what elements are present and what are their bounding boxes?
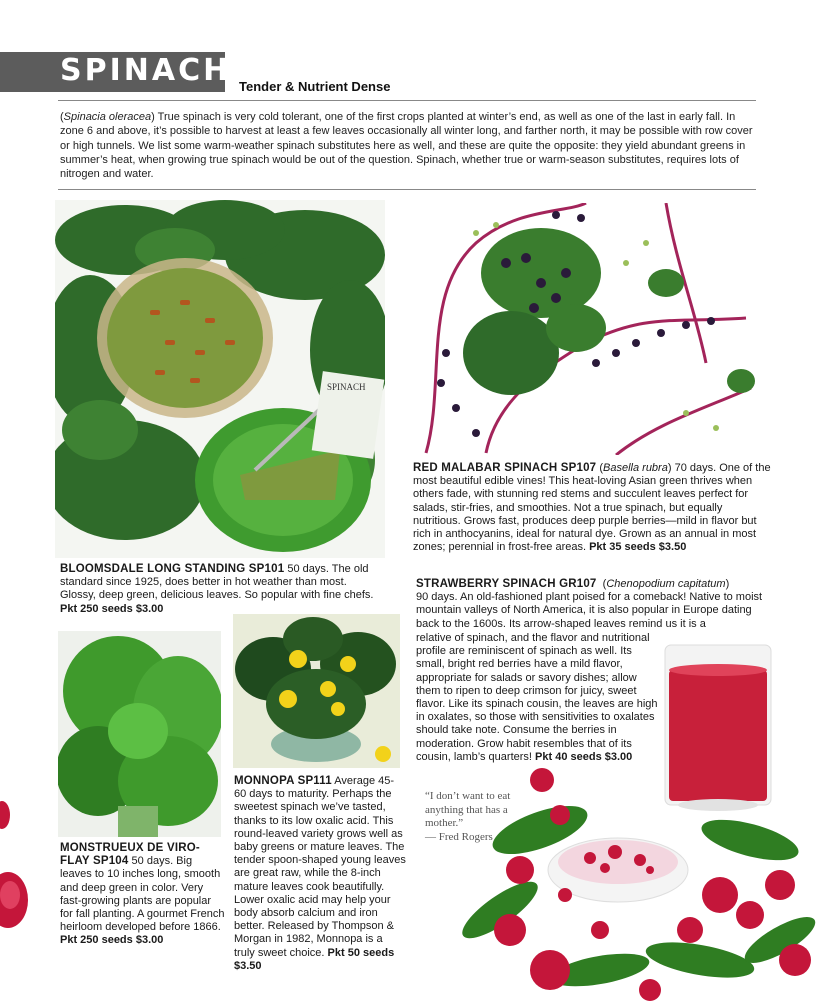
monstrueux-illustration: [58, 631, 221, 837]
malabar-desc: 70 days. One of the most beautiful edible vines! This heat-loving Asian green thrives when others fade, with stunning red stems and succulent leaves perfect for salads, stir-fries, and smoothies. Not a true spinach, but equally nutritious. Grows fast, produces deep purple berries—mild in flavor but rich in anthocyanins, ideal for natural dye. Grown as an annual in most zones; perennial in frost-free areas.: [413, 462, 771, 554]
intro-rule: [58, 189, 756, 190]
monstrueux-desc: 50 days. Big leaves to 10 inches long, smooth and deep green in color. Very fast-growing plants are popular for fall planting. A gourmet French heirloom developed before 1866.: [60, 855, 225, 934]
strawberry-desc-top: 90 days. An old-fashioned plant poised for a comeback! Native to moist mountain valleys of North America, it is also popular in Europe dating back to the 1600s. Its arrow-shaped leaves remind us it is a: [416, 591, 763, 630]
monnopa-desc: Average 45-60 days to maturity. Perhaps the sweetest spinach we’ve tasted, thanks to its low oxalic acid. This round-leaved variety grows well as baby greens or mature leaves. The tender spoon-shaped young leaves are great raw, while the 8-inch mature leaves cook beautifully. Lower oxalic acid may help your body absorb calcium and iron better. Released by Thompson & Morgan in 1982, Monnopa is a truly sweet choice.: [234, 775, 406, 959]
monnopa-description: [234, 775, 406, 973]
malabar-price: Pkt 35 seeds $3.50: [589, 541, 687, 554]
monstrueux-name: MONSTRUEUX DE VIRO-FLAY SP104: [60, 842, 200, 868]
bloomsdale-description: [60, 563, 385, 616]
photo-monnopa: [233, 614, 400, 768]
quote-author: — Fred Rogers: [425, 830, 493, 843]
packet-label: SPINACH: [327, 382, 366, 392]
bloomsdale-desc: 50 days. The old standard since 1925, does better in hot weather than most. Glossy, deep green, delicious leaves. So popular with fine chefs.: [60, 563, 374, 602]
strawberry-desc-rest: relative of spinach, and the flavor and nutritional profile are reminiscent of spinach as well. Its small, bright red berries have a mild flavor, appropriate for salads or savory dishes; allow them to ripen to deep crimson for juicy, sweet flavor. Like its spinach cousin, the leaves are high in oxalates, so those with sensitivities to oxalates should take note. Consume the berries in moderation. Grow habit resembles that of its cousin, lamb’s quarters!: [416, 632, 658, 763]
monnopa-price: Pkt 50 seeds $3.50: [234, 946, 395, 972]
page-subtitle: Tender & Nutrient Dense: [239, 79, 391, 94]
bloomsdale-illustration: [55, 200, 385, 558]
strawberry-price: Pkt 40 seeds $3.00: [535, 750, 633, 763]
header-rule: [58, 100, 756, 101]
page-title: SPINACH: [60, 53, 232, 88]
malabar-name: RED MALABAR SPINACH SP107: [413, 462, 597, 474]
monstrueux-price: Pkt 250 seeds $3.00: [60, 934, 164, 947]
quote-text: “I don’t want to eat anything that has a mother.”: [425, 790, 511, 829]
strawberry-latin: Chenopodium capitatum: [606, 578, 726, 590]
intro-text: True spinach is very cold tolerant, one of the first crops planted at winter’s end, as well as one of the last in early fall. In zone 6 and above, it’s possible to harvest at least a few leaves occasionally all winter long, and farther north, it may be possible with row cover or high tunnels. We list some warm-weather spinach substitutes here as well, and these are quite the opposite: they yield abundant greens in summer’s heat, when growing true spinach would be out of the question. Spinach, whether true or warm-season substitutes, requires lots of nitrogen and water.: [60, 111, 753, 181]
photo-bloomsdale: [55, 200, 385, 558]
photo-monstrueux: [58, 631, 221, 837]
malabar-description: RED MALABAR SPINACH SP107 (Basella rubra) 70 days. One of the most beautiful edible vines! This heat-loving Asian green thrives when others fade, with stunning red stems and succulent leaves perfect for salads, stir-fries, and smoothies. Not a true spinach, but equally nutritious. Grows fast, produces deep purple berries—mild in flavor but rich in anthocyanins, ideal for natural dye. Grown as an annual in most zones; perennial in frost-free areas. Pkt 35 seeds $3.50: [413, 462, 771, 554]
strawberry-description-top: STRAWBERRY SPINACH GR107 (Chenopodium capitatum) 90 days. An old-fashioned plant poised for a comeback! Native to moist mountain valleys of North America, it is also popular in Europe dating back to the 1600s. Its arrow-shaped leaves remind us it is a: [416, 578, 763, 630]
edge-berry-illustration: [0, 795, 28, 945]
monnopa-illustration: [233, 614, 400, 768]
photo-strawberry: [450, 640, 816, 1008]
bloomsdale-price: Pkt 250 seeds $3.00: [60, 602, 164, 615]
malabar-illustration: [416, 203, 756, 455]
bloomsdale-name: BLOOMSDALE LONG STANDING SP101: [60, 563, 285, 575]
monstrueux-description: [60, 842, 225, 948]
intro-latin: Spinacia oleracea: [63, 111, 152, 123]
malabar-latin: Basella rubra: [603, 462, 668, 474]
monnopa-name: MONNOPA SP111: [234, 775, 332, 787]
strawberry-illustration: [450, 640, 816, 1008]
intro-paragraph: (Spinacia oleracea) True spinach is very cold tolerant, one of the first crops planted at winter’s end, as well as one of the last in early fall. In zone 6 and above, it’s possible to harvest at least a few leaves occasionally all winter long, and farther north, it may be possible with row cover or high tunnels. We list some warm-weather spinach substitutes here as well, and these are quite the opposite: they yield abundant greens in summer’s heat, when growing true spinach would be out of the question. Spinach, whether true or warm-season substitutes, requires lots of nitrogen and water.: [60, 111, 753, 181]
edge-berry-decoration: [0, 795, 28, 945]
photo-malabar: [416, 203, 756, 455]
strawberry-name: STRAWBERRY SPINACH GR107: [416, 578, 597, 590]
